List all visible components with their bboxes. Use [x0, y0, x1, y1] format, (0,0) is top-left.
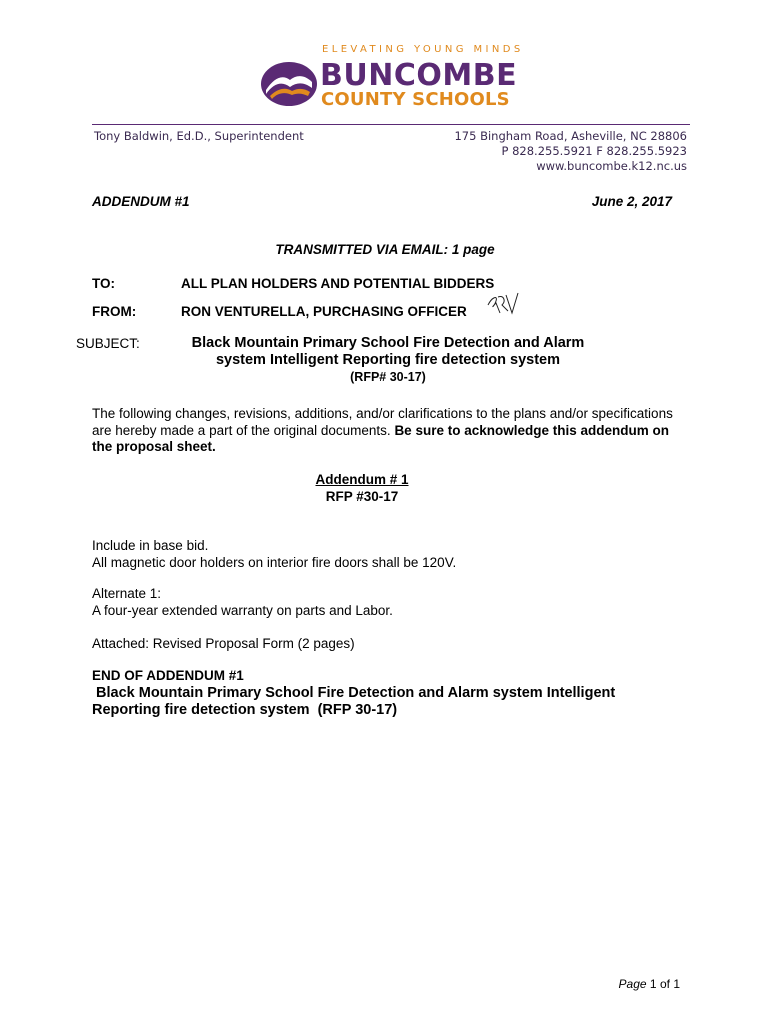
page-indicator — [619, 977, 680, 991]
transmitted-line: TRANSMITTED VIA EMAIL: 1 page — [275, 242, 495, 257]
end-title-line-1: Black Mountain Primary School Fire Detection and Alarm system Intelligent — [92, 684, 616, 701]
header-divider — [92, 124, 690, 125]
base-bid-block — [92, 538, 456, 571]
of-word: of — [659, 977, 670, 991]
subject-rfp: (RFP# 30-17) — [350, 370, 426, 384]
intro-bold-text: Be sure to acknowledge this addendum on the proposal sheet. — [92, 422, 669, 454]
end-label: END OF ADDENDUM #1 — [92, 668, 244, 683]
from-label: FROM: — [92, 304, 137, 319]
contact-block — [454, 129, 687, 174]
attached-line: Attached: Revised Proposal Form (2 pages) — [92, 636, 355, 651]
website-line: www.buncombe.k12.nc.us — [536, 159, 687, 173]
center-heading-rfp: RFP #30-17 — [325, 488, 399, 504]
alternate-block — [92, 586, 393, 619]
subject-block — [170, 335, 606, 384]
superintendent-line: Tony Baldwin, Ed.D., Superintendent — [94, 129, 304, 143]
center-heading — [0, 472, 724, 505]
page-total: 1 — [673, 977, 680, 991]
to-value: ALL PLAN HOLDERS AND POTENTIAL BIDDERS — [181, 276, 495, 291]
letterhead-tagline: ELEVATING YOUNG MINDS — [322, 44, 524, 55]
center-heading-addendum: Addendum # 1 — [315, 472, 409, 487]
base-bid-line-1: Include in base bid. — [92, 538, 209, 553]
subject-label: SUBJECT: — [76, 336, 140, 351]
mountain-logo-icon — [260, 60, 318, 113]
page-word: Page — [618, 977, 647, 991]
base-bid-line-2: All magnetic door holders on interior fire doors shall be 120V. — [92, 554, 457, 570]
addendum-label: ADDENDUM #1 — [92, 194, 190, 209]
alternate-line-2: A four-year extended warranty on parts and Labor. — [92, 602, 393, 618]
end-title-line-2: Reporting fire detection system (RFP 30-17) — [92, 701, 398, 718]
subject-line-2: system Intelligent Reporting fire detection system — [215, 352, 561, 368]
to-label: TO: — [92, 276, 115, 291]
memo-date: June 2, 2017 — [591, 194, 672, 209]
end-block — [92, 668, 615, 719]
subject-line-1: Black Mountain Primary School Fire Detection and Alarm — [191, 335, 585, 351]
brand-name: BUNCOMBE — [320, 58, 518, 93]
intro-paragraph — [92, 406, 692, 456]
address-line: 175 Bingham Road, Asheville, NC 28806 — [454, 129, 687, 143]
from-value: RON VENTURELLA, PURCHASING OFFICER — [181, 304, 467, 319]
brand-subname: COUNTY SCHOOLS — [321, 89, 510, 110]
phone-fax-line: P 828.255.5921 F 828.255.5923 — [501, 144, 687, 158]
handwritten-initials-signature — [486, 291, 522, 324]
page-number: 1 — [649, 977, 657, 991]
intro-text: The following changes, revisions, additions, and/or clarifications to the plans and/or specifications are hereby made a part of the original documents. — [92, 406, 673, 438]
alternate-line-1: Alternate 1: — [92, 586, 162, 601]
